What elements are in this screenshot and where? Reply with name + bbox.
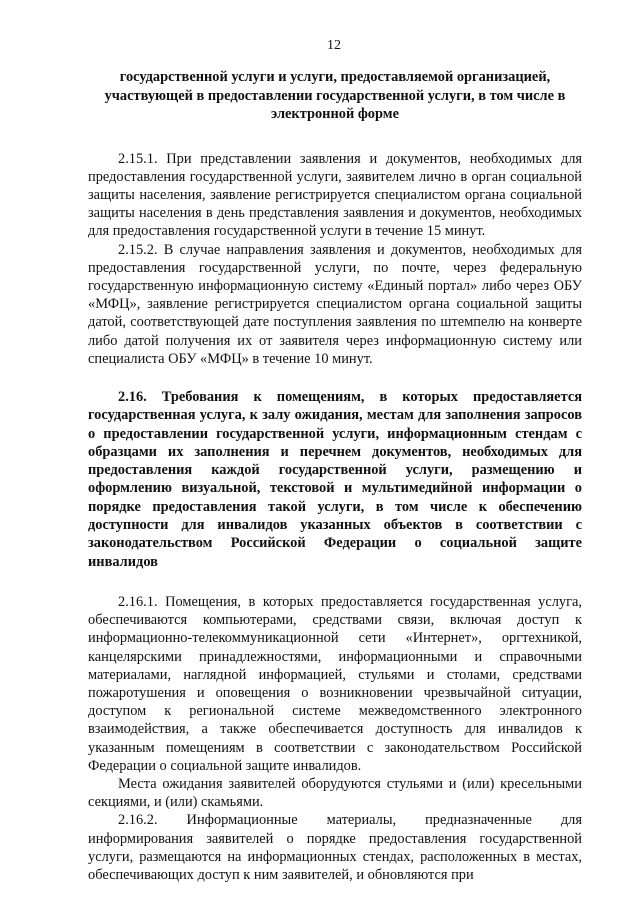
paragraph-waiting-areas: Места ожидания заявителей оборудуются стульями и (или) кресельными секциями, и (или) скамьями. [88, 775, 582, 811]
page-number: 12 [327, 38, 341, 53]
paragraph-2-16-1: 2.16.1. Помещения, в которых предоставляется государственная услуга, обеспечиваются компьютерами, средствами связи, включая доступ к информационно-телекоммуникационной сети «Интернет», оргтехникой, канцелярскими принадлежностями, информационными и справочными материалами, наглядной информацией, стульями и столами, средствами пожаротушения и оповещения о возникновении чрезвычайной ситуации, доступом к региональной системе межведомственного электронного взаимодействия, а также обеспечивается доступность для инвалидов к указанным помещениям в соответствии с законодательством Российской Федерации о социальной защите инвалидов. [88, 593, 582, 774]
paragraph-2-16-2: 2.16.2. Информационные материалы, предназначенные для информирования заявителей о порядке предоставления государственной услуги, размещаются на информационных стендах, расположенных в местах, обеспечивающих доступ к ним заявителей, и обновляются при [88, 812, 582, 883]
paragraph-2-15-2: 2.15.2. В случае направления заявления и документов, необходимых для предоставления государственной услуги, по почте, через федеральную государственную информационную систему «Единый портал» либо через ОБУ «МФЦ», заявление регистрируется специалистом органа социальной защиты датой, соответствующей дате поступления заявления по штемпелю на конверте либо датой получения их от заявителя через информационную систему или специалиста ОБУ «МФЦ» в течение 10 минут. [88, 241, 582, 367]
section-heading-2-16: 2.16. Требования к помещениям, в которых предоставляется государственная услуга, к залу ожидания, местам для заполнения запросов о предоставлении государственной услуги, информационным стендам с образцами их заполнения и перечнем документов, необходимых для предоставления каждой государственной услуги, размещению и оформлению визуальной, текстовой и мультимедийной информации о порядке предоставления такой услуги, в том числе к обеспечению доступности для инвалидов указанных объектов в соответствии с законодательством Российской Федерации о социальной защите инвалидов [88, 388, 582, 570]
section-title-continuation: государственной услуги и услуги, предоставляемой организацией, участвующей в предоставлении государственной услуги, в том числе в электронной форме [104, 69, 566, 122]
paragraph-2-15-1: 2.15.1. При представлении заявления и документов, необходимых для предоставления государственной услуги, заявителем лично в орган социальной защиты населения, заявление регистрируется специалистом органа социальной защиты населения в день представления заявления и документов, необходимых для предоставления государственной услуги в течение 15 минут. [88, 150, 582, 240]
document-page [88, 38, 582, 884]
